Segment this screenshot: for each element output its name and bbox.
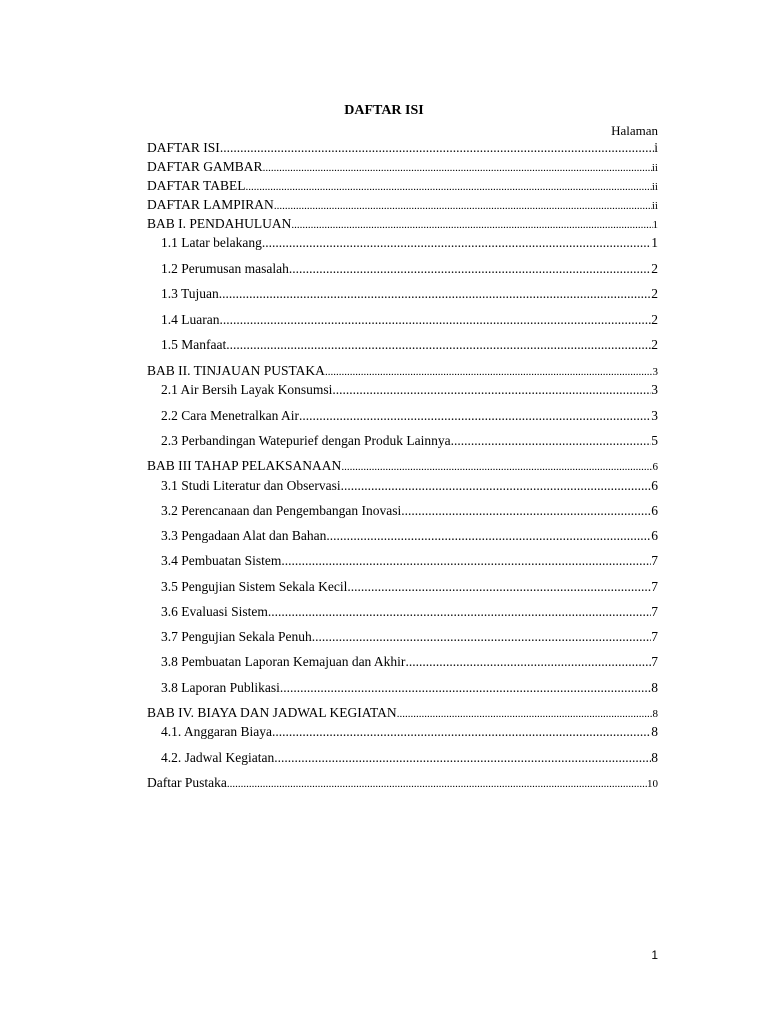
toc-entry-page: 6 <box>651 503 658 518</box>
toc-entry-label: 1.3 Tujuan <box>161 286 219 301</box>
dot-leader <box>226 337 651 353</box>
page-column-label: Halaman <box>611 123 658 138</box>
dot-leader <box>332 382 651 398</box>
dot-leader <box>299 408 651 424</box>
dot-leader <box>280 680 651 696</box>
dot-leader <box>281 553 651 569</box>
page-title: DAFTAR ISI <box>344 103 424 118</box>
toc-entry-label: 3.8 Laporan Publikasi <box>161 680 280 695</box>
toc-entry-page: 8 <box>651 724 658 739</box>
toc-entry-page: 3 <box>651 408 658 423</box>
toc-entry-page: 8 <box>651 680 658 695</box>
toc-entry[interactable] <box>161 478 658 494</box>
toc-entry[interactable] <box>161 629 658 645</box>
toc-entry[interactable] <box>147 775 658 792</box>
toc-entry-page: 3 <box>652 366 658 378</box>
toc-entry-page: 8 <box>651 750 658 765</box>
toc-entry-page: 7 <box>651 654 658 669</box>
dot-leader <box>289 261 651 277</box>
toc-entry-label: 3.6 Evaluasi Sistem <box>161 604 268 619</box>
dot-leader <box>272 724 651 740</box>
toc-entry-label: 4.1. Anggaran Biaya <box>161 724 272 739</box>
toc-entry-page: 2 <box>651 312 658 327</box>
toc-entry-label: DAFTAR TABEL <box>147 178 246 193</box>
toc-entry[interactable] <box>147 363 658 380</box>
toc-entry-label: 3.4 Pembuatan Sistem <box>161 553 282 568</box>
toc-entry[interactable] <box>161 337 658 353</box>
dot-leader <box>263 160 652 176</box>
toc-entry-page: 6 <box>652 461 658 473</box>
dot-leader <box>274 750 651 766</box>
toc-entry[interactable] <box>147 216 658 233</box>
dot-leader <box>451 433 652 449</box>
dot-leader <box>325 364 653 380</box>
toc-entry-page: 2 <box>651 261 658 276</box>
dot-leader <box>405 654 651 670</box>
dot-leader <box>245 179 651 195</box>
toc-entry-label: BAB IV. BIAYA DAN JADWAL KEGIATAN <box>147 705 397 720</box>
toc-entry-label: BAB III TAHAP PELAKSANAAN <box>147 458 342 473</box>
toc-entry-page: ii <box>651 162 658 174</box>
toc-entry-page: 5 <box>651 433 658 448</box>
toc-entry[interactable] <box>147 197 658 214</box>
toc-entry[interactable] <box>147 705 658 722</box>
dot-leader <box>274 198 652 214</box>
toc-entry-page: 1 <box>651 235 658 250</box>
toc-entry-label: 1.1 Latar belakang <box>161 235 262 250</box>
toc-entry-label: 2.3 Perbandingan Watepurief dengan Produk Lainnya <box>161 433 451 448</box>
toc-entry[interactable] <box>161 680 658 696</box>
toc-entry-label: 3.3 Pengadaan Alat dan Bahan <box>161 528 327 543</box>
toc-entry-page: 7 <box>651 553 658 568</box>
toc-entry[interactable] <box>161 433 658 449</box>
toc-entry[interactable] <box>161 503 658 519</box>
toc-entry-page: 3 <box>651 382 658 397</box>
toc-entry[interactable] <box>161 408 658 424</box>
toc-entry-page: 10 <box>647 778 658 790</box>
toc-entry-label: 3.8 Pembuatan Laporan Kemajuan dan Akhir <box>161 654 406 669</box>
toc-entry[interactable] <box>161 312 658 328</box>
toc-entry[interactable] <box>147 140 658 156</box>
toc-entry-label: 4.2. Jadwal Kegiatan <box>161 750 275 765</box>
page-number: 1 <box>651 948 658 962</box>
toc-entry[interactable] <box>147 178 658 195</box>
dot-leader <box>219 312 651 328</box>
toc-entry-label: 3.1 Studi Literatur dan Observasi <box>161 478 341 493</box>
toc-entry-page: 1 <box>652 219 658 231</box>
toc-entry-page: ii <box>651 181 658 193</box>
toc-entry-page: i <box>654 140 658 155</box>
dot-leader <box>397 706 653 722</box>
toc-entry-page: 2 <box>651 337 658 352</box>
dot-leader <box>312 629 652 645</box>
toc-entry[interactable] <box>161 654 658 670</box>
toc-entry-label: Daftar Pustaka <box>147 775 227 790</box>
dot-leader <box>268 604 651 620</box>
toc-entry-label: BAB II. TINJAUAN PUSTAKA <box>147 363 325 378</box>
toc-entry-label: 1.2 Perumusan masalah <box>161 261 289 276</box>
toc-entry-label: 2.1 Air Bersih Layak Konsumsi <box>161 382 333 397</box>
dot-leader <box>219 286 651 302</box>
toc-entry[interactable] <box>161 750 658 766</box>
toc-entry[interactable] <box>161 553 658 569</box>
toc-entry-label: 3.2 Perencanaan dan Pengembangan Inovasi <box>161 503 402 518</box>
dot-leader <box>341 478 652 494</box>
toc-entry[interactable] <box>161 235 658 251</box>
toc-entry[interactable] <box>161 604 658 620</box>
dot-leader <box>262 235 651 251</box>
toc-entry-page: 7 <box>651 629 658 644</box>
toc-entry-page: ii <box>651 200 658 212</box>
dot-leader <box>291 217 652 233</box>
dot-leader <box>401 503 651 519</box>
dot-leader <box>341 459 652 475</box>
toc-entry-page: 2 <box>651 286 658 301</box>
dot-leader <box>347 579 651 595</box>
toc-entry-label: 2.2 Cara Menetralkan Air <box>161 408 299 423</box>
dot-leader <box>326 528 651 544</box>
toc-entry[interactable] <box>161 261 658 277</box>
toc-entry-label: 3.7 Pengujian Sekala Penuh <box>161 629 312 644</box>
toc-entry-label: DAFTAR ISI <box>147 140 220 155</box>
toc-entry-page: 6 <box>651 528 658 543</box>
toc-entry[interactable] <box>161 528 658 544</box>
toc-entry[interactable] <box>161 579 658 595</box>
toc-entry[interactable] <box>161 382 658 398</box>
toc-entry[interactable] <box>147 458 658 475</box>
toc-entry-label: 3.5 Pengujian Sistem Sekala Kecil <box>161 579 348 594</box>
toc-entry[interactable] <box>147 159 658 176</box>
toc-entry-page: 7 <box>651 579 658 594</box>
toc-entry[interactable] <box>161 724 658 740</box>
toc-entry-label: DAFTAR LAMPIRAN <box>147 197 274 212</box>
toc-entry-page: 6 <box>651 478 658 493</box>
dot-leader <box>227 776 647 792</box>
toc-entry-page: 7 <box>651 604 658 619</box>
toc-entry-label: 1.4 Luaran <box>161 312 220 327</box>
toc-entry-label: DAFTAR GAMBAR <box>147 159 263 174</box>
toc-entry-label: BAB I. PENDAHULUAN <box>147 216 292 231</box>
toc-entry-page: 8 <box>652 708 658 720</box>
toc-entry[interactable] <box>161 286 658 302</box>
toc-entry-label: 1.5 Manfaat <box>161 337 227 352</box>
dot-leader <box>220 140 654 156</box>
